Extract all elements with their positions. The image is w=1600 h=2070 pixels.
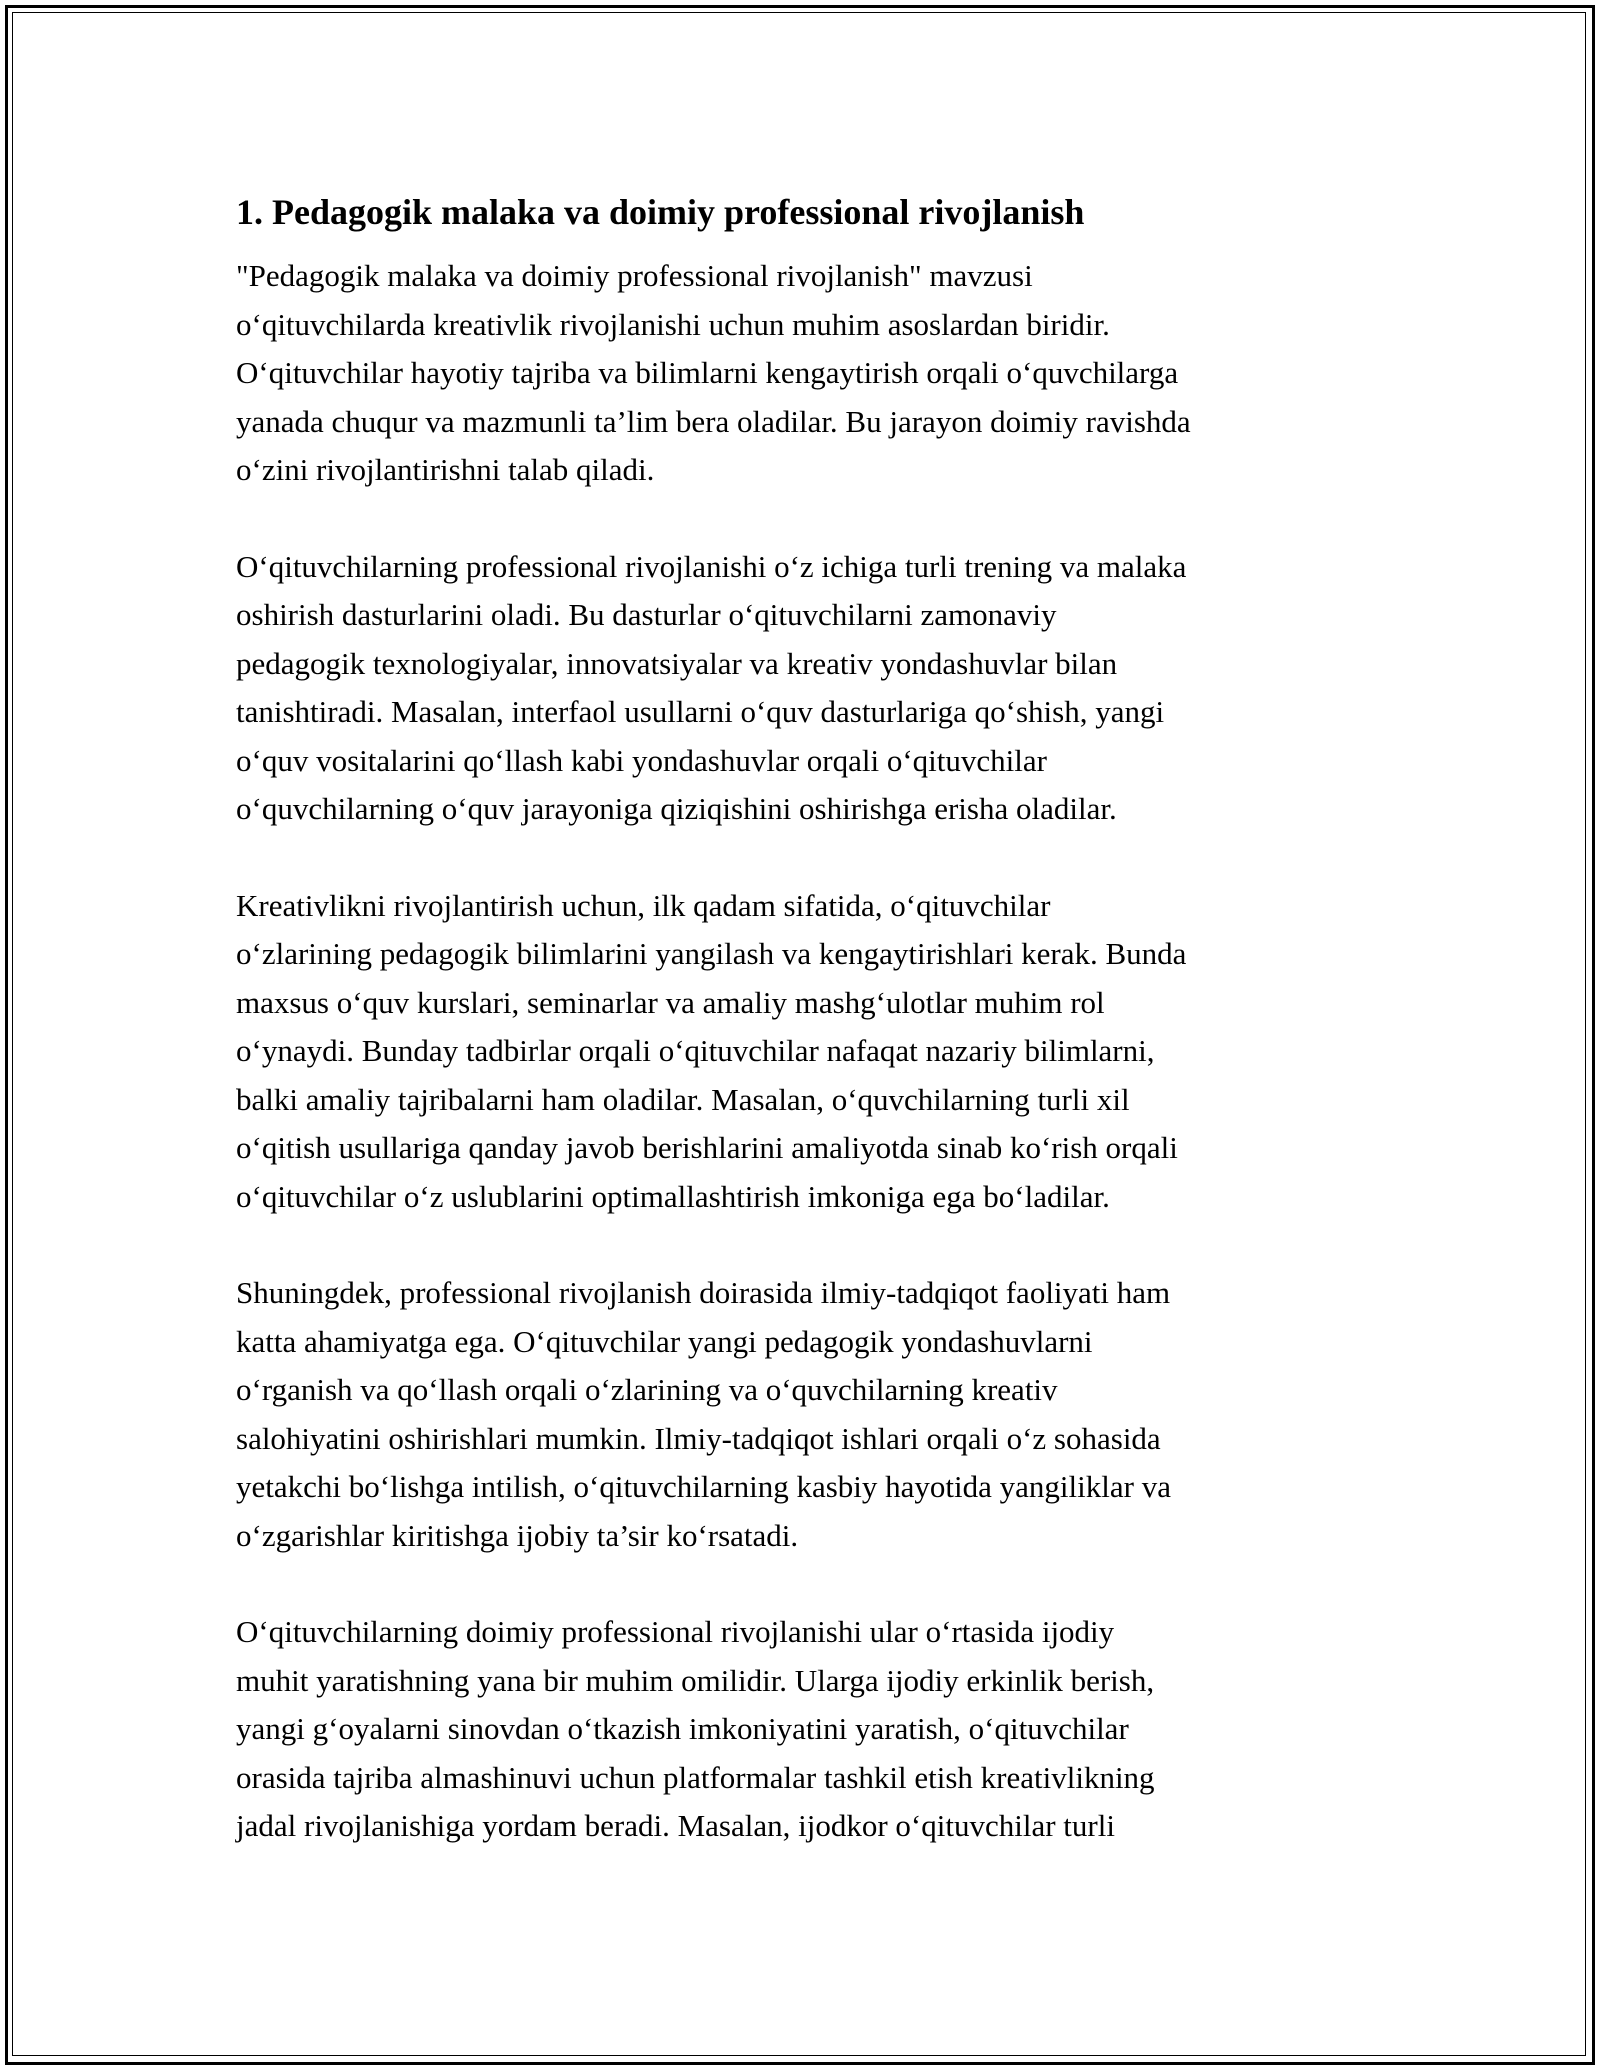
paragraph-line: muhit yaratishning yana bir muhim omilidir. Ularga ijodiy erkinlik berish,: [236, 1662, 1155, 1698]
paragraph-line: oʻquv vositalarini qoʻllash kabi yondashuvlar orqali oʻqituvchilar: [236, 742, 1047, 778]
paragraph-line: "Pedagogik malaka va doimiy professional rivojlanish" mavzusi: [236, 258, 1033, 293]
paragraph-line: orasida tajriba almashinuvi uchun platformalar tashkil etish kreativlikning: [236, 1759, 1155, 1795]
paragraph-line: tanishtiradi. Masalan, interfaol usullarni oʻquv dasturlariga qoʻshish, yangi: [236, 694, 1165, 729]
paragraph-line: jadal rivojlanishiga yordam beradi. Masalan, ijodkor oʻqituvchilar turli: [236, 1808, 1115, 1843]
paragraph-line: salohiyatini oshirishlari mumkin. Ilmiy-tadqiqot ishlari orqali oʻz sohasida: [236, 1420, 1161, 1456]
paragraph-line: yangi gʻoyalarni sinovdan oʻtkazish imkoniyatini yaratish, oʻqituvchilar: [236, 1711, 1129, 1746]
paragraph-line: yetakchi boʻlishga intilish, oʻqituvchilarning kasbiy hayotida yangiliklar va: [236, 1469, 1171, 1504]
paragraph-line: yanada chuqur va mazmunli ta’lim bera oladilar. Bu jarayon doimiy ravishda: [236, 403, 1191, 439]
paragraph-line: oʻrganish va qoʻllash orqali oʻzlarining va oʻquvchilarning kreativ: [236, 1372, 1058, 1407]
paragraph-2: [236, 543, 1376, 834]
paragraph-4: [236, 1269, 1376, 1560]
paragraph-line: oshirish dasturlarini oladi. Bu dasturlar oʻqituvchilarni zamonaviy: [236, 597, 1057, 632]
paragraph-line: balki amaliy tajribalarni ham oladilar. Masalan, oʻquvchilarning turli xil: [236, 1081, 1130, 1117]
paragraph-line: Oʻqituvchilarning doimiy professional rivojlanishi ular oʻrtasida ijodiy: [236, 1614, 1115, 1649]
paragraph-line: oʻqituvchilarda kreativlik rivojlanishi uchun muhim asoslardan biridir.: [236, 306, 1110, 342]
paragraph-line: oʻynaydi. Bunday tadbirlar orqali oʻqituvchilar nafaqat nazariy bilimlarni,: [236, 1033, 1155, 1068]
paragraph-line: oʻzini rivojlantirishni talab qiladi.: [236, 452, 655, 487]
paragraph-line: Shuningdek, professional rivojlanish doirasida ilmiy-tadqiqot faoliyati ham: [236, 1275, 1171, 1310]
paragraph-line: katta ahamiyatga ega. Oʻqituvchilar yangi pedagogik yondashuvlarni: [236, 1323, 1093, 1359]
section-heading: 1. Pedagogik malaka va doimiy professional rivojlanish: [236, 192, 1085, 232]
paragraph-1: [236, 252, 1376, 495]
paragraph-line: Oʻqituvchilar hayotiy tajriba va bilimlarni kengaytirish orqali oʻquvchilarga: [236, 355, 1179, 390]
paragraph-3: [236, 882, 1376, 1222]
paragraph-line: oʻqituvchilar oʻz uslublarini optimallashtirish imkoniga ega boʻladilar.: [236, 1178, 1110, 1214]
paragraph-line: Oʻqituvchilarning professional rivojlanishi oʻz ichiga turli trening va malaka: [236, 548, 1187, 584]
paragraph-line: oʻzlarining pedagogik bilimlarini yangilash va kengaytirishlari kerak. Bunda: [236, 936, 1187, 971]
paragraph-line: maxsus oʻquv kurslari, seminarlar va amaliy mashgʻulotlar muhim rol: [236, 984, 1105, 1020]
paragraph-line: oʻzgarishlar kiritishga ijobiy ta’sir koʻrsatadi.: [236, 1517, 799, 1553]
paragraph-line: Kreativlikni rivojlantirish uchun, ilk qadam sifatida, oʻqituvchilar: [236, 887, 1051, 923]
paragraph-line: oʻquvchilarning oʻquv jarayoniga qiziqishini oshirishga erisha oladilar.: [236, 791, 1117, 826]
paragraph-line: oʻqitish usullariga qanday javob berishlarini amaliyotda sinab koʻrish orqali: [236, 1130, 1178, 1165]
paragraph-line: pedagogik texnologiyalar, innovatsiyalar va kreativ yondashuvlar bilan: [236, 645, 1118, 681]
paragraph-5: [236, 1608, 1376, 1851]
document-body: [236, 188, 1376, 1899]
